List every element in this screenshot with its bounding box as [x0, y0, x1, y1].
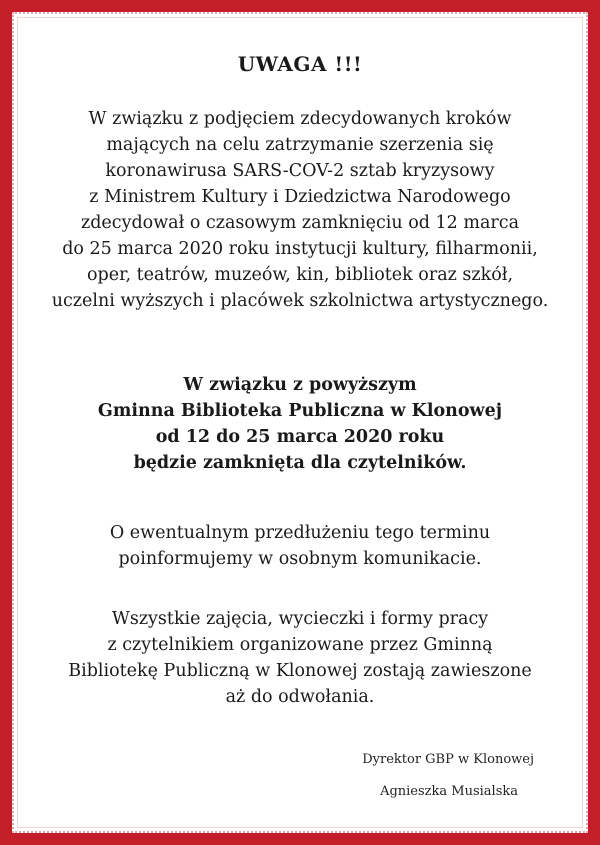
paragraph-line: aż do odwołania. [225, 687, 375, 707]
paragraph-line: Wszystkie zajęcia, wycieczki i formy pracy [111, 609, 489, 629]
paragraph-line: koronawirusa SARS-COV-2 sztab kryzysowy [105, 161, 495, 181]
paragraph-line: z Ministrem Kultury i Dziedzictwa Narodowego [89, 187, 511, 207]
notice-title: UWAGA !!! [237, 52, 363, 76]
notice-content [14, 14, 586, 831]
paragraph-line: O ewentualnym przedłużeniu tego terminu [109, 523, 491, 543]
notice-sheet [12, 12, 588, 833]
signature-role: Dyrektor GBP w Klonowej [362, 752, 534, 767]
paragraph-line: Gminna Biblioteka Publiczna w Klonowej [97, 401, 503, 421]
signature-name: Agnieszka Musialska [380, 784, 518, 799]
paragraph-line: Bibliotekę Publiczną w Klonowej zostają zawieszone [68, 661, 532, 681]
paragraph-line: do 25 marca 2020 roku instytucji kultury, filharmonii, [62, 239, 538, 259]
paragraph-line: W związku z powyższym [183, 375, 417, 395]
paragraph-line: zdecydował o czasowym zamknięciu od 12 marca [80, 213, 519, 233]
paragraph-library-closure [22, 372, 578, 476]
paragraph-line: oper, teatrów, muzeów, kin, bibliotek oraz szkół, [86, 265, 514, 285]
paragraph-line: poinformujemy w osobnym komunikacie. [118, 549, 482, 569]
paragraph-extension-info [22, 520, 578, 572]
paragraph-line: uczelni wyższych i placówek szkolnictwa artystycznego. [51, 291, 549, 311]
paragraph-line: mających na celu zatrzymanie szerzenia się [106, 135, 494, 155]
paragraph-activities-suspended [22, 606, 578, 710]
paragraph-line: z czytelnikiem organizowane przez Gminną [107, 635, 493, 655]
paragraph-line: będzie zamknięta dla czytelników. [133, 453, 467, 473]
paragraph-line: od 12 do 25 marca 2020 roku [155, 427, 445, 447]
paragraph-closure-decision [22, 106, 578, 314]
paragraph-line: W związku z podjęciem zdecydowanych kroków [88, 109, 512, 129]
